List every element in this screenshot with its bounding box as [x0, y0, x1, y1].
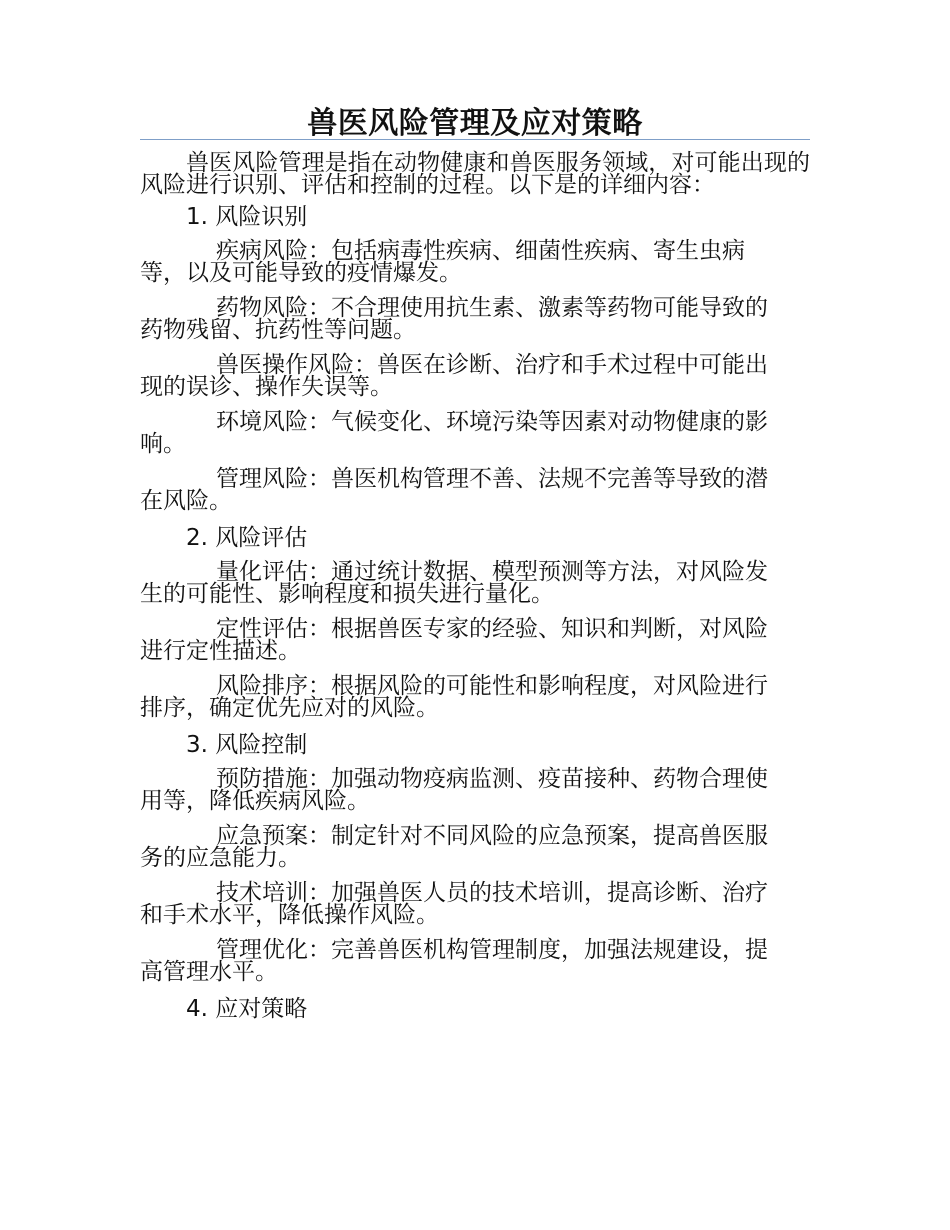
list-item: 技术培训：加强兽医人员的技术培训，提高诊断、治疗和手术水平，降低操作风险。	[140, 880, 768, 928]
list-item: 管理优化：完善兽医机构管理制度，加强法规建设，提高管理水平。	[140, 937, 768, 985]
section-risk-identification	[140, 204, 810, 512]
list-item: 疾病风险：包括病毒性疾病、细菌性疾病、寄生虫病等，以及可能导致的疫情爆发。	[140, 238, 745, 286]
list-item: 量化评估：通过统计数据、模型预测等方法，对风险发生的可能性、影响程度和损失进行量化。	[140, 559, 768, 607]
document-title: 兽医风险管理及应对策略	[307, 106, 643, 141]
section-risk-assessment	[140, 525, 810, 719]
section-heading: 1. 风险识别	[186, 204, 308, 230]
list-item: 环境风险：气候变化、环境污染等因素对动物健康的影响。	[140, 409, 768, 457]
list-item: 应急预案：制定针对不同风险的应急预案，提高兽医服务的应急能力。	[140, 823, 768, 871]
section-heading: 4. 应对策略	[186, 996, 308, 1022]
intro-paragraph: 兽医风险管理是指在动物健康和兽医服务领域，对可能出现的风险进行识别、评估和控制的过程。以下是的详细内容：	[140, 150, 810, 198]
section-risk-control	[140, 732, 810, 983]
list-item: 兽医操作风险：兽医在诊断、治疗和手术过程中可能出现的误诊、操作失误等。	[140, 352, 768, 400]
section-response-strategy	[140, 996, 810, 1022]
list-item: 预防措施：加强动物疫病监测、疫苗接种、药物合理使用等，降低疾病风险。	[140, 766, 768, 814]
list-item: 风险排序：根据风险的可能性和影响程度，对风险进行排序，确定优先应对的风险。	[140, 673, 768, 721]
document-body	[140, 152, 810, 1032]
section-heading: 3. 风险控制	[186, 732, 308, 758]
list-item: 定性评估：根据兽医专家的经验、知识和判断，对风险进行定性描述。	[140, 616, 768, 664]
section-heading: 2. 风险评估	[186, 525, 308, 551]
title-underline	[140, 139, 810, 140]
list-item: 药物风险：不合理使用抗生素、激素等药物可能导致的药物残留、抗药性等问题。	[140, 295, 768, 343]
list-item: 管理风险：兽医机构管理不善、法规不完善等导致的潜在风险。	[140, 466, 768, 514]
